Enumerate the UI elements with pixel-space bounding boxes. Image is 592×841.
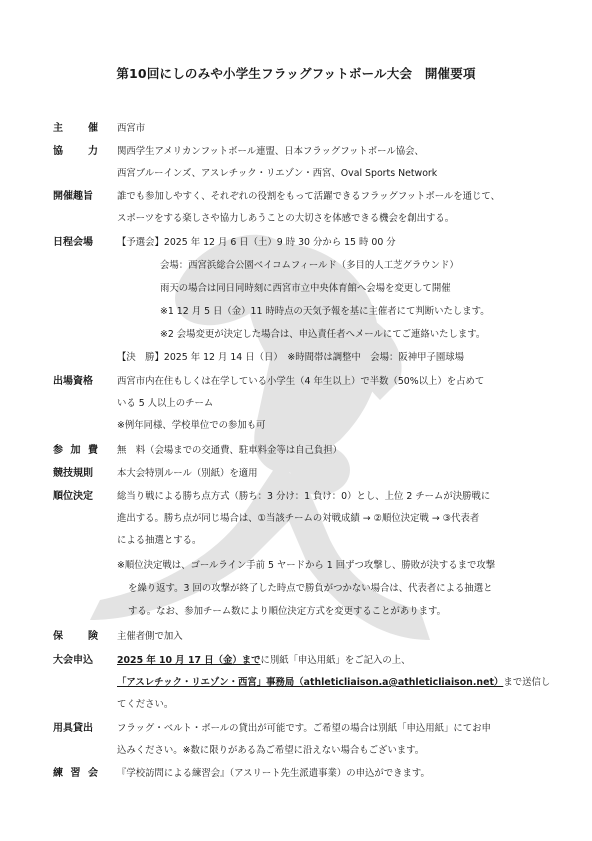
section-label: 順位決定 [53,491,93,502]
section-text: スポーツをする楽しさや協力しあうことの大切さを体感できる機会を創出する。 [117,213,455,224]
rain-venue: 雨天の場合は同日同時刻に西宮市立中央体育館へ会場を変更して開催 [160,283,451,294]
section-label: 開催趣旨 [53,191,93,202]
note-1: ※1 12 月 5 日（金）11 時時点の天気予報を基に主催者にて判断いたします。 [160,306,490,317]
section-text: 西宮ブルーインズ、アスレチック・リエゾン・西宮、Oval Sports Network [117,168,438,179]
office-email-link[interactable]: 「アスレチック・リエゾン・西宮」事務局（athleticliaison.a@athleticliaison.net） [117,677,504,688]
section-text: 『学校訪問による練習会』（アスリート先生派遣事業）の申込ができます。 [117,768,430,779]
section-text: 進出する。勝ち点が同じ場合は、①当該チームの対戦成績 → ②順位決定戦 → ③代表者 [117,513,480,524]
section-text: 主催者側で加入 [117,631,183,642]
section-text: 込みください。※数に限りがある為ご希望に沿えない場合もございます。 [117,745,425,756]
section-text: フラッグ・ベルト・ボールの貸出が可能です。ご希望の場合は別紙「申込用紙」にてお申 [117,723,491,734]
prelim-venue: 会場：西宮浜総合公園ベイコムフィールド（多目的人工芝グラウンド） [160,260,459,271]
prelim-date: 【予選会】2025 年 12 月 6 日（土）9 時 30 分から 15 時 00 分 [117,237,396,248]
section-text: 本大会特別ルール（別紙）を適用 [117,468,258,479]
section-text: 「アスレチック・リエゾン・西宮」事務局（athleticliaison.a@athleticliaison.net）まで送信し [117,677,551,688]
section-text: 2025 年 10 月 17 日（金）までに別紙「申込用紙」をご記入の上、 [117,655,411,666]
section-text: 西宮市内在住もしくは在学している小学生（4 年生以上）で半数（50%以上）を占めて [117,376,485,387]
section-text: 総当り戦による勝ち点方式（勝ち：3 分け：1 負け：0）とし、上位 2 チームが決勝戦に [117,491,491,502]
section-text: 関西学生アメリカンフットボール連盟、日本フラッグフットボール協会、 [117,146,424,157]
section-label: 練 習 会 [53,768,98,779]
section-label: 協 力 [53,146,98,157]
final-date: 【決 勝】2025 年 12 月 14 日（日） ※時間帯は調整中 会場：阪神甲子園球場 [117,352,465,363]
section-text: いる 5 人以上のチーム [117,398,214,409]
section-label: 競技規則 [53,468,93,479]
section-label: 日程会場 [53,237,93,248]
application-deadline: 2025 年 10 月 17 日（金）まで [117,655,261,666]
ranking-note: を繰り返す。3 回の攻撃が終了した時点で勝負がつかない場合は、代表者による抽選と [128,583,493,594]
section-text: てください。 [117,699,174,710]
page-title: 第10回にしのみや小学生フラッグフットボール大会 開催要項 [116,66,476,81]
section-label: 出場資格 [53,376,93,387]
section-label: 参 加 費 [53,445,98,456]
section-label: 主 催 [53,123,98,134]
section-label: 保 険 [53,631,98,642]
ranking-note: する。なお、参加チーム数により順位決定方式を変更することがあります。 [128,606,447,617]
section-text: 西宮市 [117,123,146,134]
section-text: 誰でも参加しやすく、それぞれの役割をもって活躍できるフラッグフットボールを通じて、 [117,191,500,202]
section-label: 用具貸出 [53,723,93,734]
section-text: 無 料（会場までの交通費、駐車料金等は自己負担） [117,445,343,456]
section-label: 大会申込 [53,655,93,666]
section-text: ※例年同様、学校単位での参加も可 [117,420,266,431]
section-text: による抽選とする。 [117,535,202,546]
ranking-note: ※順位決定戦は、ゴールライン手前 5 ヤードから 1 回ずつ攻撃し、勝敗が決するまで攻撃 [117,560,496,571]
note-2: ※2 会場変更が決定した場合は、申込責任者へメールにてご連絡いたします。 [160,329,486,340]
